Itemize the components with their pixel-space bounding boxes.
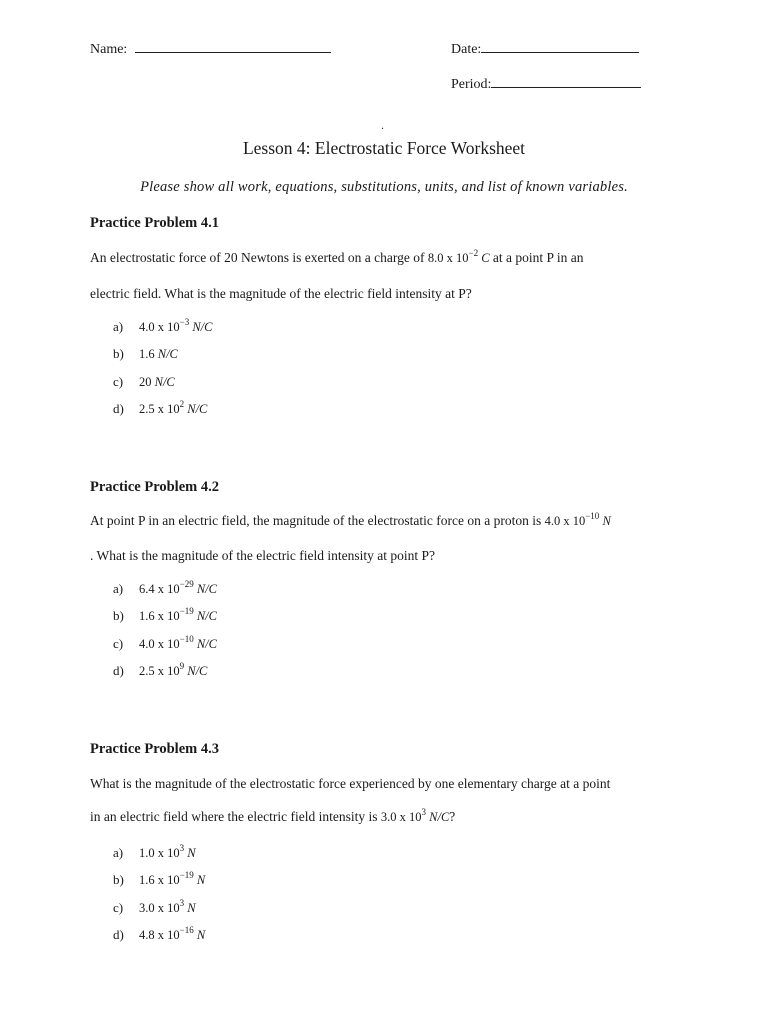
answer-option[interactable]: a) 1.0 x $10^3$ N bbox=[113, 843, 196, 860]
period-blank bbox=[491, 75, 641, 88]
instructions: Please show all work, equations, substitutions, units, and list of known variables. bbox=[140, 179, 628, 195]
answer-option[interactable]: c) 20 N/C bbox=[113, 374, 175, 389]
problem-title: Practice Problem 4.1 bbox=[90, 215, 219, 231]
math-expression: 4.0 x $10^{-10}$ N bbox=[544, 511, 611, 528]
problem-text-line: electric field. What is the magnitude of the electric field intensity at P? bbox=[90, 286, 472, 301]
problem-text-line: What is the magnitude of the electrostatic force experienced by one elementary charge at a point bbox=[90, 776, 611, 791]
problem-title: Practice Problem 4.2 bbox=[90, 479, 219, 495]
answer-option[interactable]: b) 1.6 x $10^{-19}$ N bbox=[113, 870, 206, 887]
answer-option[interactable]: b) 1.6 x $10^{-19}$ N/C bbox=[113, 606, 217, 623]
period-label: Period: bbox=[451, 77, 492, 92]
answer-option[interactable]: c) 3.0 x $10^3$ N bbox=[113, 898, 196, 915]
page-title: Lesson 4: Electrostatic Force Worksheet bbox=[242, 138, 526, 158]
problem-text-line: . What is the magnitude of the electric field intensity at point P? bbox=[90, 548, 436, 563]
problem-text-line: At point P in an electric field, the magnitude of the electrostatic force on a proton is 4.0 x $10^{-10}$ N bbox=[90, 511, 611, 528]
answer-option[interactable]: d) 2.5 x $10^2$ N/C bbox=[113, 399, 208, 416]
math-expression: 8.0 x $10^{-2}$ C bbox=[427, 248, 490, 265]
name-label: Name: bbox=[90, 42, 128, 57]
period-field bbox=[451, 75, 641, 93]
problem-text-line: in an electric field where the electric field intensity is 3.0 x $10^3$ N/C? bbox=[90, 807, 456, 824]
problem-title: Practice Problem 4.3 bbox=[90, 741, 219, 757]
date-label: Date: bbox=[451, 42, 482, 57]
problem-text-line: An electrostatic force of 20 Newtons is exerted on a charge of 8.0 x $10^{-2}$ C at a point P in an bbox=[90, 248, 584, 265]
date-blank bbox=[481, 40, 639, 53]
name-blank bbox=[135, 40, 331, 53]
stray-dot: . bbox=[381, 118, 384, 132]
answer-option[interactable]: a) 4.0 x $10^{-3}$ N/C bbox=[113, 317, 213, 334]
answer-option[interactable]: d) 2.5 x $10^9$ N/C bbox=[113, 661, 208, 678]
math-expression: 3.0 x $10^3$ N/C bbox=[380, 807, 450, 824]
date-field bbox=[451, 40, 639, 58]
name-field bbox=[90, 40, 331, 58]
answer-option[interactable]: a) 6.4 x $10^{-29}$ N/C bbox=[113, 579, 217, 596]
answer-option[interactable]: d) 4.8 x $10^{-16}$ N bbox=[113, 925, 206, 942]
answer-option[interactable]: c) 4.0 x $10^{-10}$ N/C bbox=[113, 634, 217, 651]
answer-option[interactable]: b) 1.6 N/C bbox=[113, 346, 178, 361]
